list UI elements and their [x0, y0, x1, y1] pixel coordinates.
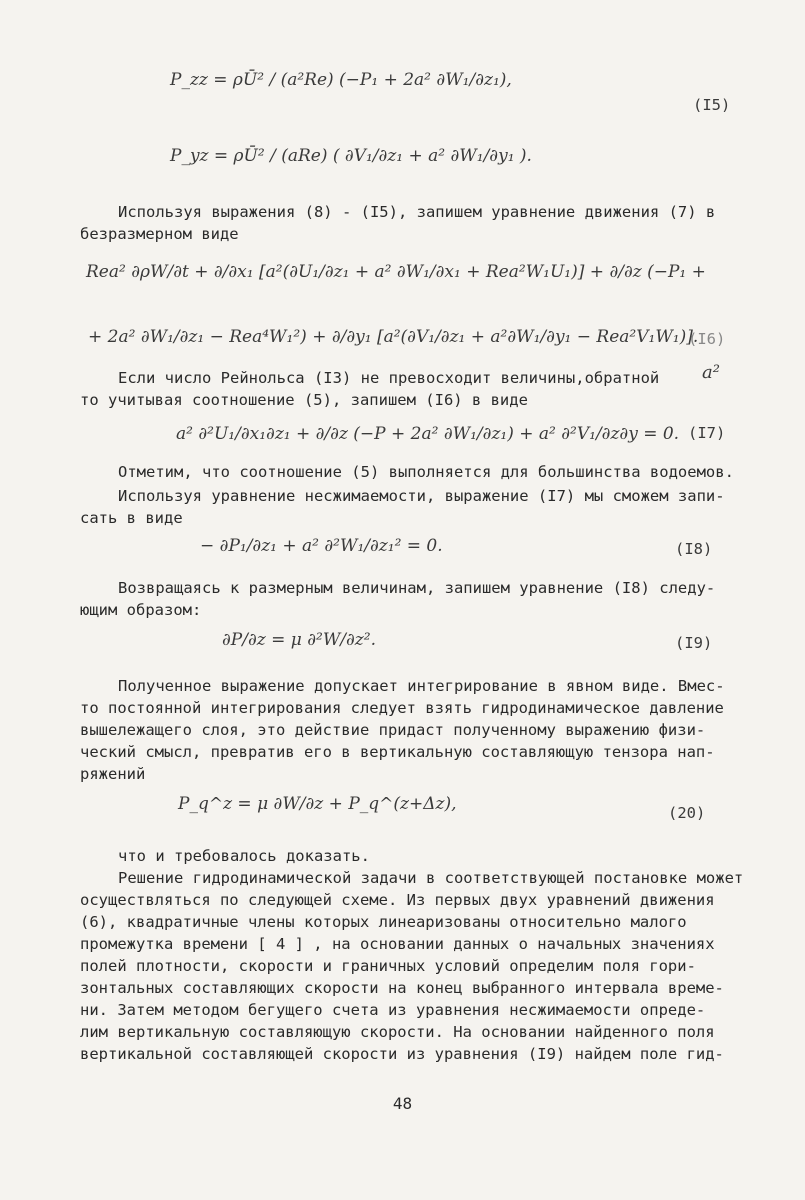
equation-number-15: (I5) — [693, 96, 731, 114]
text-line: что и требовалось доказать. — [118, 847, 370, 865]
text-line: (6), квадратичные члены которых линеаризованы относительно малого — [80, 913, 687, 931]
text-line: Если число Рейнольса (I3) не превосходит величины,обратной — [118, 369, 660, 387]
text-line: ческий смысл, превратив его в вертикальную составляющую тензора нап- — [80, 743, 715, 761]
text-line: безразмерном виде — [80, 225, 239, 243]
text-line: ющим образом: — [80, 601, 202, 619]
text-line: то учитывая соотношение (5), запишем (I6) в виде — [80, 391, 528, 409]
text-line: вертикальной составляющей скорости из уравнения (I9) найдем поле гид- — [80, 1045, 724, 1063]
text-line: зонтальных составляющих скорости на конец выбранного интервала време- — [80, 979, 724, 997]
text-line: ряжений — [80, 765, 146, 783]
text-line: сать в виде — [80, 509, 183, 527]
equation-number-18: (I8) — [675, 540, 713, 558]
page-number: 48 — [392, 1094, 413, 1113]
equation-18: − ∂P₁/∂z₁ + a² ∂²W₁/∂z₁² = 0. — [200, 536, 443, 556]
text-line: Используя выражения (8) - (I5), запишем уравнение движения (7) в — [118, 203, 716, 221]
text-line: полей плотности, скорости и граничных условий определим поля гори- — [80, 957, 696, 975]
equation-number-16: (I6) — [688, 330, 726, 348]
text-line: лим вертикальную составляющую скорости. На основании найденного поля — [80, 1023, 715, 1041]
text-line: Отметим, что соотношение (5) выполняется для большинства водоемов. — [118, 463, 734, 481]
text-line: Возвращаясь к размерным величинам, запишем уравнение (I8) следу- — [118, 579, 716, 597]
text-line: вышележащего слоя, это действие придаст полученному выражению физи- — [80, 721, 706, 739]
text-line: Полученное выражение допускает интегрирование в явном виде. Вмес- — [118, 677, 725, 695]
equation-number-19: (I9) — [675, 634, 713, 652]
text-line: Используя уравнение несжимаемости, выражение (I7) мы сможем запи- — [118, 487, 725, 505]
inline-symbol: a² — [702, 362, 720, 383]
equation-15b: P_yz = ρŪ² / (aRe) ( ∂V₁/∂z₁ + a² ∂W₁/∂y₁ ). — [170, 146, 532, 166]
text-line: промежутка времени [ 4 ] , на основании данных о начальных значениях — [80, 935, 715, 953]
equation-15a: P_zz = ρŪ² / (a²Re) (−P₁ + 2a² ∂W₁/∂z₁), — [170, 70, 512, 90]
equation-17: a² ∂²U₁/∂x₁∂z₁ + ∂/∂z (−P + 2a² ∂W₁/∂z₁) + a² ∂²V₁/∂z∂y = 0. — [176, 424, 680, 444]
equation-16-line1: Rea² ∂ρW/∂t + ∂/∂x₁ [a²(∂U₁/∂z₁ + a² ∂W₁/∂x₁ + Rea²W₁U₁)] + ∂/∂z (−P₁ + — [86, 262, 706, 282]
equation-number-20: (20) — [668, 804, 706, 822]
text-line: ни. Затем методом бегущего счета из уравнения несжимаемости опреде- — [80, 1001, 706, 1019]
equation-16-line2: + 2a² ∂W₁/∂z₁ − Rea⁴W₁²) + ∂/∂y₁ [a²(∂V₁/∂z₁ + a²∂W₁/∂y₁ − Rea²V₁W₁)]. — [88, 327, 699, 347]
equation-20: P_q^z = μ ∂W/∂z + P_q^(z+Δz), — [178, 794, 457, 814]
equation-19: ∂P/∂z = μ ∂²W/∂z². — [222, 630, 376, 650]
text-line: Решение гидродинамической задачи в соответствующей постановке может — [118, 869, 744, 887]
text-line: то постоянной интегрирования следует взять гидродинамическое давление — [80, 699, 724, 717]
text-line: осуществляться по следующей схеме. Из первых двух уравнений движения — [80, 891, 715, 909]
equation-number-17: (I7) — [688, 424, 726, 442]
